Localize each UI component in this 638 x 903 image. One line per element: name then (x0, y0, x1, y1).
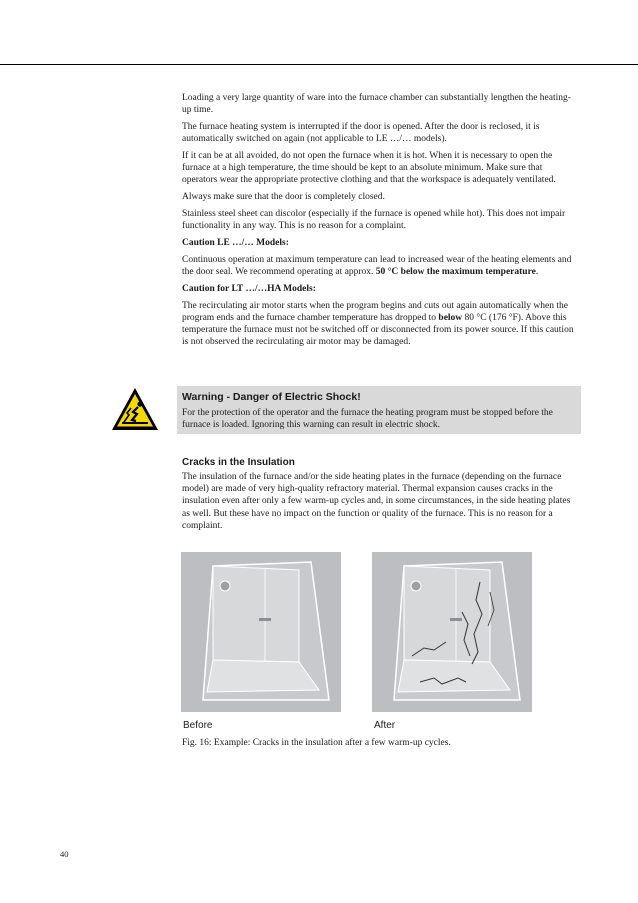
paragraph: Loading a very large quantity of ware into the furnace chamber can substantially lengthen the heating-up time. (182, 93, 571, 116)
caution-lt-text-end: 80 °C (176 °F). Above this temperature the furnace must not be switched off or disconnected from its power source. If this caution is not observed the recirculating air motor may be damaged. (182, 312, 574, 348)
caution-le-text-part: Continuous operation at maximum temperature can lead to increased wear of the heating elements and the door seal. We recommend operating at approx. (182, 254, 572, 277)
header-rule (0, 64, 638, 65)
cracks-text: The insulation of the furnace and/or the side heating plates in the furnace (depending on the furnace model) are made of very high-quality refractory material. Thermal expansion causes cracks in the insulation even after only a few warm-up cycles and, in some circumstances, in the side heating plates as well. But these have no impact on the function or quality of the furnace. This is no reason for a complaint. (182, 472, 571, 531)
caution-le-text (182, 254, 578, 278)
warning-text: For the protection of the operator and the furnace the heating program must be stopped before the furnace is loaded. Ignoring this warning can result in electric shock. (182, 408, 553, 431)
caution-le-heading: Caution LE …/… Models: (182, 238, 289, 248)
main-text (182, 92, 578, 353)
paragraph: Stainless steel sheet can discolor (especially if the furnace is opened while hot). This does not impair functionality in any way. This is no reason for a complaint. (182, 209, 566, 232)
caution-le-bold: 50 °C below the maximum temperature (375, 267, 536, 277)
after-image (372, 552, 532, 712)
page-number: 40 (60, 849, 69, 859)
caution-lt-text (182, 300, 578, 349)
paragraph: The furnace heating system is interrupted if the door is opened. After the door is reclosed, it is automatically switched on again (not applicable to LE …/… models). (182, 122, 540, 145)
caution-lt-bold: below (438, 312, 463, 323)
warning-title: Warning - Danger of Electric Shock! (182, 391, 361, 403)
caution-le-text-end: . (535, 267, 539, 277)
before-image (181, 552, 341, 712)
electric-shock-warning-icon (110, 386, 160, 432)
figure-caption: Fig. 16: Example: Cracks in the insulation after a few warm-up cycles. (182, 738, 451, 748)
after-label: After (374, 720, 396, 731)
before-label: Before (183, 720, 213, 731)
caution-lt-heading: Caution for LT …/…HA Models: (182, 283, 316, 294)
warning-box (177, 386, 581, 434)
cracks-heading: Cracks in the Insulation (182, 457, 295, 468)
paragraph: Always make sure that the door is completely closed. (182, 192, 385, 203)
caution-lt-text-part: The recirculating air motor starts when the program begins and cuts out again automatically when the program ends and the furnace chamber temperature has dropped to (182, 300, 568, 323)
paragraph: If it can be at all avoided, do not open the furnace when it is hot. When it is necessary to open the furnace at a high temperature, the time should be kept to an absolute minimum. Make sure that operators wear the appropriate protective clothing and that the workspace is adequately ventilated. (182, 151, 556, 186)
